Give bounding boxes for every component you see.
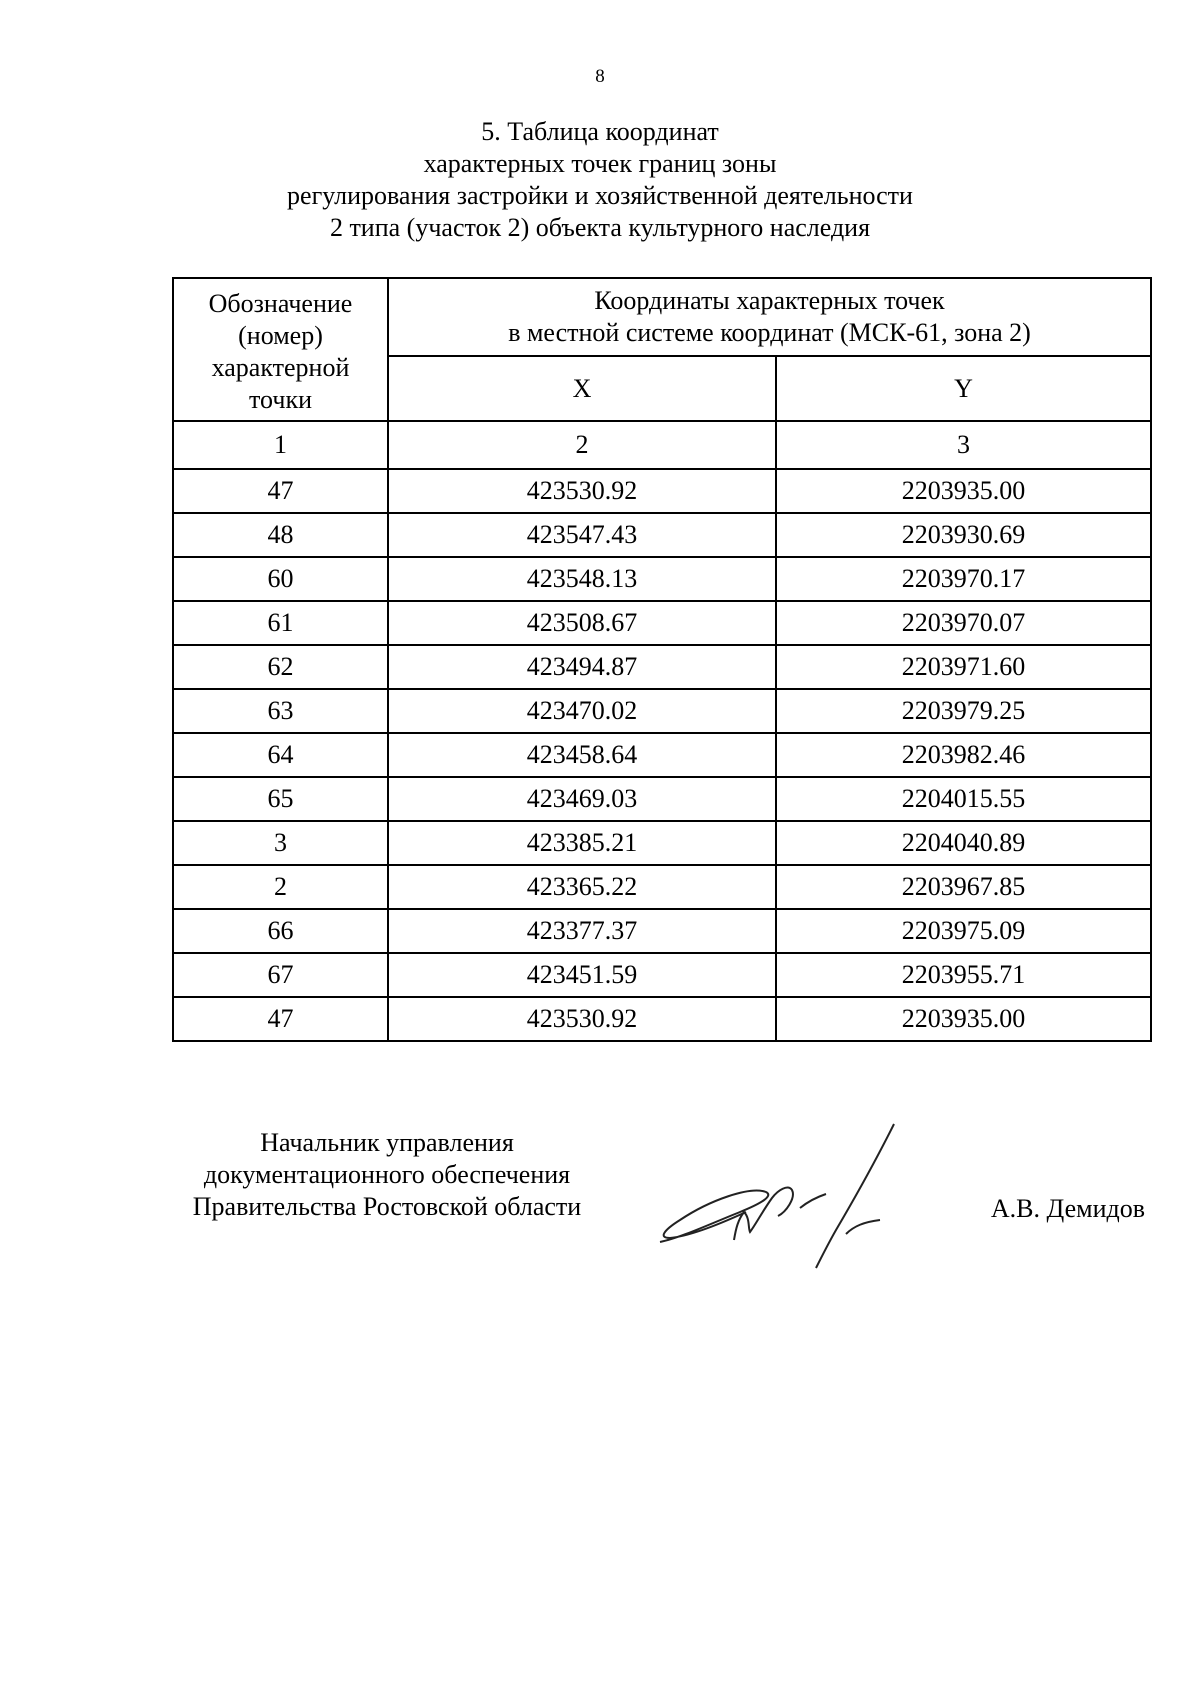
table-row [173,513,1151,557]
table-row [173,997,1151,1041]
table-row [173,733,1151,777]
y-coordinate-cell: 2204040.89 [776,821,1151,865]
handwritten-signature [650,1120,940,1280]
point-number-cell: 47 [173,997,388,1041]
table-row [173,689,1151,733]
point-number-cell: 66 [173,909,388,953]
x-coordinate-cell: 423530.92 [388,469,776,513]
y-coordinate-cell: 2203955.71 [776,953,1151,997]
y-coordinate-cell: 2203970.07 [776,601,1151,645]
y-coordinate-cell: 2203935.00 [776,469,1151,513]
title-line: 5. Таблица координат [481,117,719,146]
column-numbers-row [173,421,1151,469]
column-number: 1 [173,421,388,469]
table-header [173,278,1151,421]
table-row [173,645,1151,689]
table-row [173,865,1151,909]
x-coordinate-cell: 423547.43 [388,513,776,557]
y-coordinate-cell: 2203970.17 [776,557,1151,601]
point-number-cell: 63 [173,689,388,733]
y-coordinate-cell: 2203982.46 [776,733,1151,777]
x-coordinate-cell: 423508.67 [388,601,776,645]
x-coordinate-cell: 423494.87 [388,645,776,689]
point-number-cell: 62 [173,645,388,689]
title-line: регулирования застройки и хозяйственной деятельности [287,181,913,210]
table-body [173,421,1151,1041]
y-coordinate-cell: 2203967.85 [776,865,1151,909]
table-row [173,557,1151,601]
x-coordinate-cell: 423451.59 [388,953,776,997]
y-coordinate-cell: 2203930.69 [776,513,1151,557]
y-coordinate-cell: 2203979.25 [776,689,1151,733]
x-coordinate-cell: 423530.92 [388,997,776,1041]
point-number-cell: 2 [173,865,388,909]
table-row [173,601,1151,645]
header-point-line: точки [249,384,312,414]
x-coordinate-cell: 423377.37 [388,909,776,953]
y-coordinate-cell: 2204015.55 [776,777,1151,821]
y-coordinate-cell: 2203971.60 [776,645,1151,689]
header-point-designation [173,278,388,421]
header-coords-line: в местной системе координат (МСК-61, зона 2) [508,318,1031,347]
point-number-cell: 48 [173,513,388,557]
table-row [173,953,1151,997]
coordinates-table [172,277,1152,1042]
header-coords-line: Координаты характерных точек [594,286,945,315]
signatory-position [172,1127,602,1223]
point-number-cell: 64 [173,733,388,777]
column-number: 3 [776,421,1151,469]
column-number: 2 [388,421,776,469]
x-coordinate-cell: 423365.22 [388,865,776,909]
point-number-cell: 3 [173,821,388,865]
x-coordinate-cell: 423458.64 [388,733,776,777]
x-coordinate-cell: 423470.02 [388,689,776,733]
y-coordinate-cell: 2203975.09 [776,909,1151,953]
header-coordinates [388,278,1151,356]
table-row [173,777,1151,821]
position-line: Начальник управления [260,1128,514,1157]
header-x: X [388,356,776,421]
title-line: 2 типа (участок 2) объекта культурного наследия [329,213,871,242]
point-number-cell: 67 [173,953,388,997]
page-number: 8 [595,66,605,87]
x-coordinate-cell: 423548.13 [388,557,776,601]
title-line: характерных точек границ зоны [423,149,777,178]
table-row [173,821,1151,865]
header-point-line: характерной [211,352,350,382]
table-row [173,469,1151,513]
point-number-cell: 65 [173,777,388,821]
point-number-cell: 61 [173,601,388,645]
x-coordinate-cell: 423385.21 [388,821,776,865]
x-coordinate-cell: 423469.03 [388,777,776,821]
position-line: документационного обеспечения [203,1160,571,1189]
signer-name: А.В. Демидов [990,1194,1145,1223]
point-number-cell: 60 [173,557,388,601]
document-title [0,116,1200,244]
y-coordinate-cell: 2203935.00 [776,997,1151,1041]
header-point-line: (номер) [238,320,323,350]
point-number-cell: 47 [173,469,388,513]
header-y: Y [776,356,1151,421]
position-line: Правительства Ростовской области [192,1192,582,1221]
header-point-line: Обозначение [208,288,353,318]
table-row [173,909,1151,953]
